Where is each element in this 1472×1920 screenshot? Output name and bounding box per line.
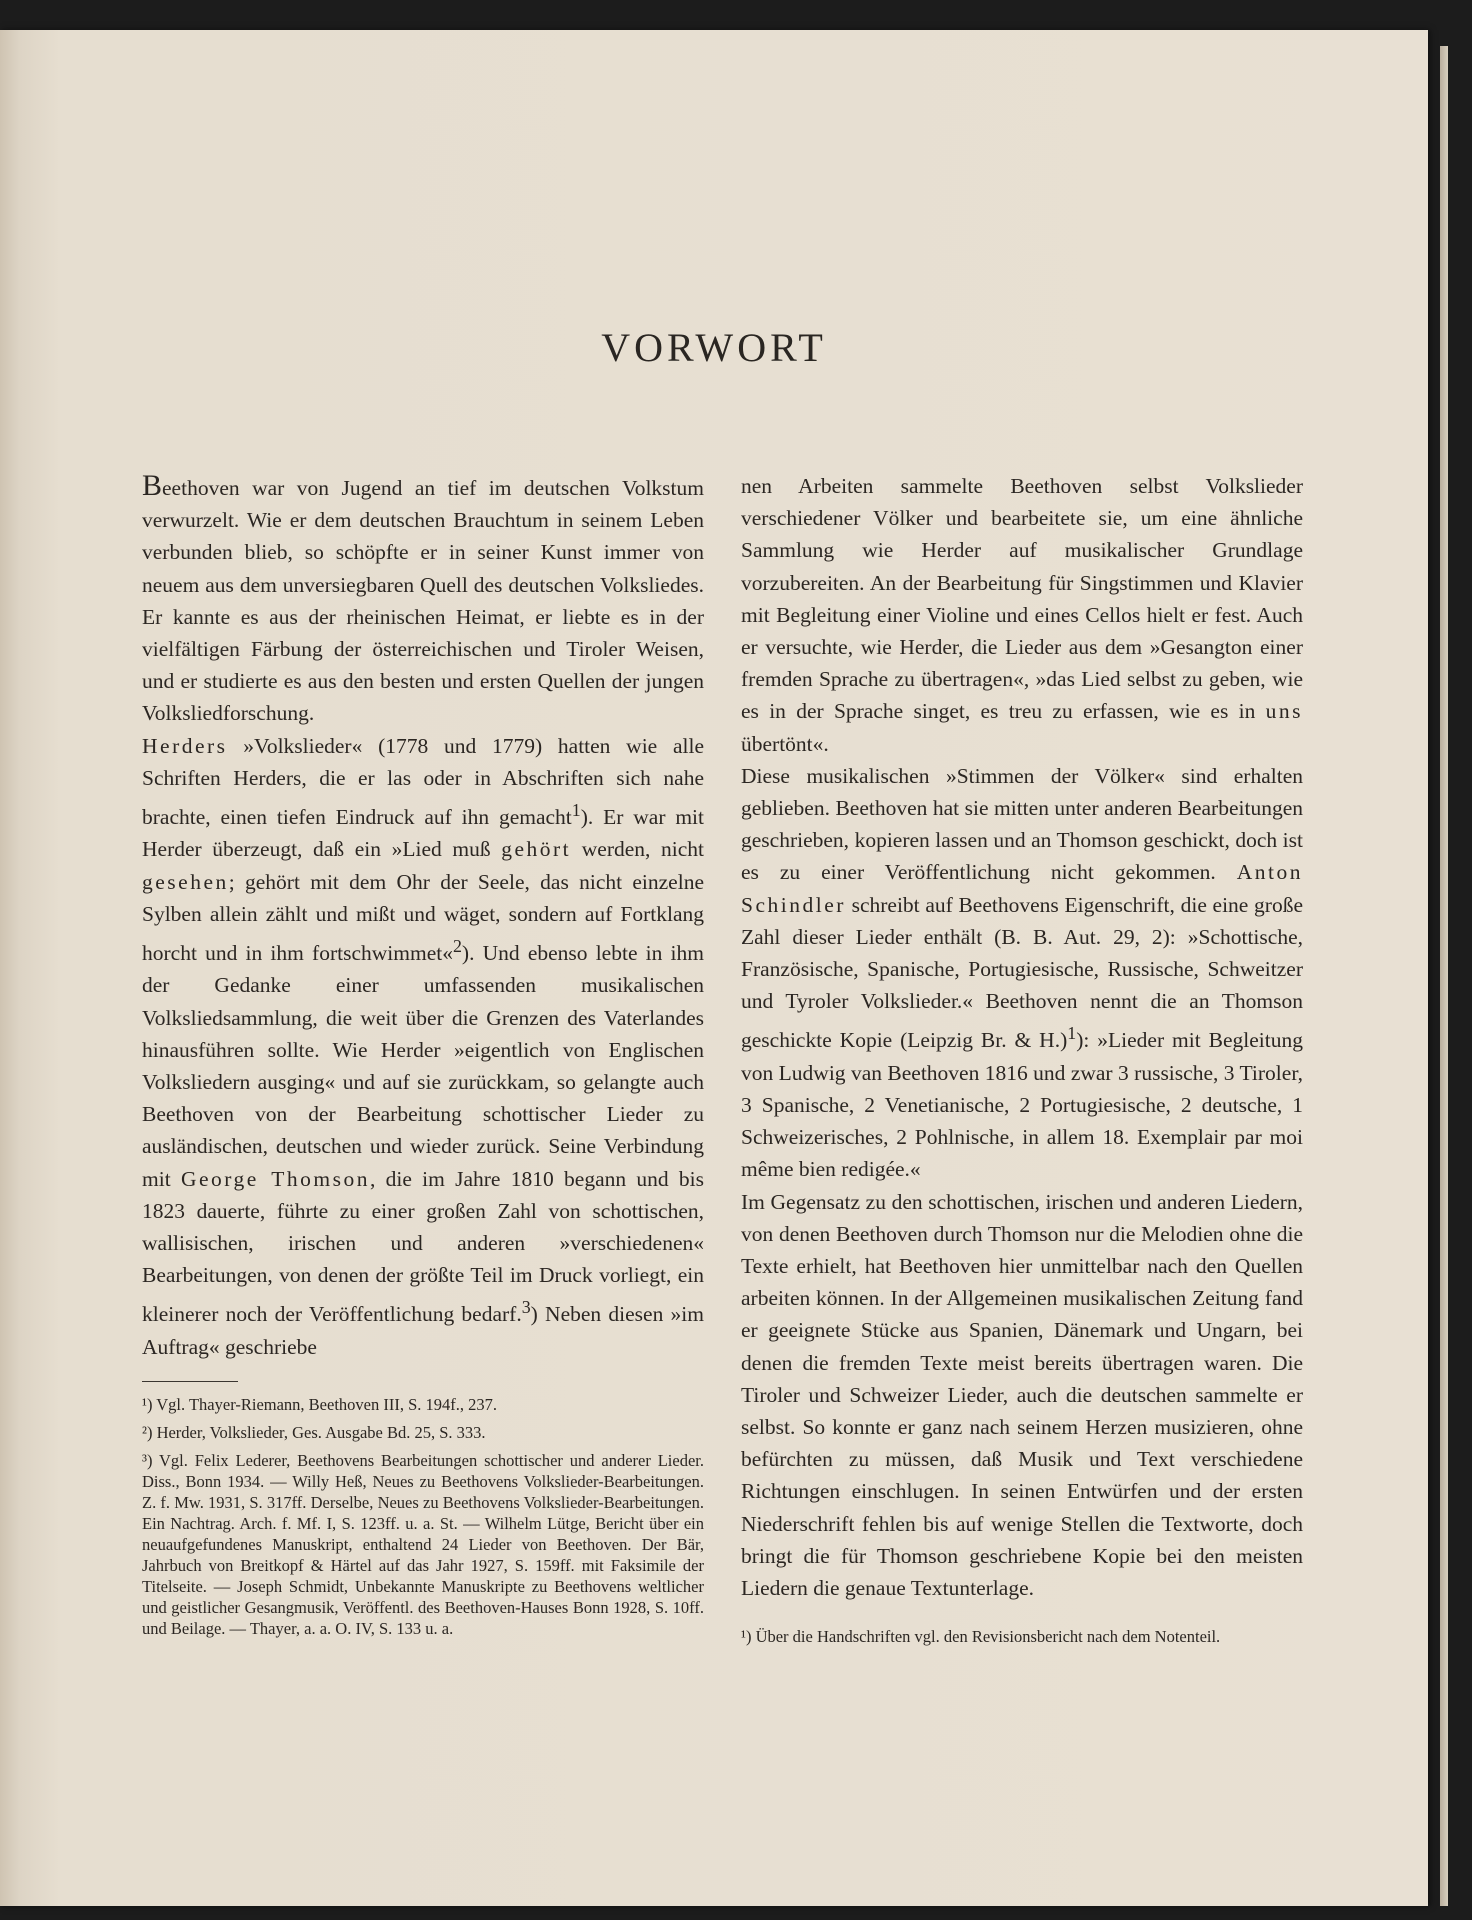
footnote-ref: 2 bbox=[452, 936, 462, 956]
paragraph-3: Im Gegensatz zu den schottischen, irischen und anderen Liedern, von denen Beethoven durch Thomson nur die Melodien ohne die Texte erhielt, hat Beethoven hier unmittelbar nach den Quellen arbeiten können. In der Allgemeinen musikalischen Zeitung fand er geeignete Stücke aus Spanien, Dänemark und Ungarn, bei denen die fremden Texte meist bereits übertragen waren. Die Tiroler und Schweizer Lieder, auch die deutschen sammelte er selbst. So konnte er ganz nach seinem Herzen musizieren, ohne befürchten zu müssen, daß Musik und Text verschiedene Richtungen einschlugen. In seinen Entwürfen und der ersten Niederschrift fehlen bis auf wenige Stellen die Textworte, doch bringt die für Thomson geschriebene Kopie bei den meisten Liedern die genaue Textunterlage. bbox=[741, 1189, 1303, 1601]
footnote-rule bbox=[142, 1381, 238, 1382]
footnote: ³) Vgl. Felix Lederer, Beethovens Bearbeitungen schottischer und anderer Lieder. Diss., Bonn 1934. — Willy Heß, Neues zu Beethovens Volkslieder-Bearbeitungen. Z. f. Mw. 1931, S. 317ff. Derselbe, Neues zu Beethovens Volkslieder-Bearbeitungen. Ein Nachtrag. Arch. f. Mf. I, S. 123ff. u. a. St. — Wilhelm Lütge, Bericht über ein neuaufgefundenes Manuskript, enthaltend 24 Lieder von Beethoven. Der Bär, Jahrbuch von Breitkopf & Härtel auf das Jahr 1927, S. 159ff. mit Faksimile der Titelseite. — Joseph Schmidt, Unbekannte Manuskripte zu Beethovens weltlicher und geistlicher Gesangmusik, Veröffentl. des Beethoven-Hauses Bonn 1928, S. 10ff. und Beilage. — Thayer, a. a. O. IV, S. 133 u. a. bbox=[142, 1450, 704, 1638]
right-column bbox=[741, 470, 1303, 1647]
footnote-ref: 3 bbox=[521, 1297, 531, 1318]
footnote-ref: 1 bbox=[1067, 1023, 1077, 1044]
emphasis-uns: uns bbox=[1265, 699, 1303, 724]
footnote-gap bbox=[741, 1604, 1303, 1626]
footnotes-right bbox=[741, 1626, 1303, 1647]
name-george-thomson: George Thomson bbox=[180, 1166, 370, 1191]
footnotes-left bbox=[142, 1394, 704, 1639]
book-page bbox=[0, 30, 1428, 1906]
emphasis-gehoert: gehört bbox=[501, 837, 572, 862]
paragraph-2: Diese musikalischen »Stimmen der Völker« sind erhalten geblieben. Beethoven hat sie mitten unter anderen Bearbeitungen geschrieben, kopieren lassen und an Thomson geschickt, doch ist es zu einer Veröffentlichung nicht gekommen. Anton Schindler schreibt auf Beethovens Eigenschrift, die eine große Zahl dieser Lieder enthält (B. B. Aut. 29, 2): »Schottische, Französische, Spanische, Portugiesische, Russische, Schweitzer und Tyroler Volkslieder.« Beethoven nennt die an Thomson geschickte Kopie (Leipzig Br. & H.)$^1$): »Lieder mit Begleitung von Ludwig van Beethoven 1816 und zwar 3 russische, 3 Tiroler, 3 Spanische, 2 Venetianische, 2 Portugiesische, 2 deutsche, 1 Schweizerisches, 2 Pohlnische, in allem 18. Exemplair par moi même bien redigée.« bbox=[741, 763, 1303, 1182]
name-anton-schindler: Anton Schindler bbox=[741, 860, 1303, 917]
paragraph-1: nen Arbeiten sammelte Beethoven selbst Volkslieder verschiedener Völker und bearbeitete sie, um eine ähnliche Sammlung wie Herder auf musikalischer Grundlage vorzubereiten. An der Bearbeitung für Singstimmen und Klavier mit Begleitung einer Violine und eines Cellos hielt er fest. Auch er versuchte, wie Herder, die Lieder aus dem »Gesangton einer fremden Sprache zu übertragen«, »das Lied selbst zu geben, wie es in der Sprache singet, es treu zu erfassen, wie es in uns übertönt«. bbox=[741, 474, 1303, 756]
page-title: VORWORT bbox=[601, 325, 827, 370]
footnote: ¹) Über die Handschriften vgl. den Revisionsbericht nach dem Notenteil. bbox=[741, 1627, 1221, 1647]
initial-letter: B bbox=[142, 469, 163, 502]
emphasis-gesehen: gesehen bbox=[142, 869, 229, 894]
name-herders: Herders bbox=[142, 733, 228, 758]
paragraph-1: Beethoven war von Jugend an tief im deutschen Volkstum verwurzelt. Wie er dem deutschen Brauchtum in seinem Leben verbunden blieb, so schöpfte er in seiner Kunst immer von neuem aus dem unversiegbaren Quell des deutschen Volksliedes. Er kannte es aus der rheinischen Heimat, er liebte es in der vielfältigen Färbung der österreichischen und Tiroler Weisen, und er studierte es aus den besten und ersten Quellen der jungen Volksliedforschung. bbox=[142, 469, 704, 726]
footnote-ref: 1 bbox=[571, 800, 581, 821]
footnote: ²) Herder, Volkslieder, Ges. Ausgabe Bd. 25, S. 333. bbox=[142, 1422, 486, 1442]
left-column bbox=[142, 470, 704, 1639]
footnote: ¹) Vgl. Thayer-Riemann, Beethoven III, S. 194f., 237. bbox=[142, 1394, 498, 1414]
paragraph-2: Herders »Volkslieder« (1778 und 1779) hatten wie alle Schriften Herders, die er las oder in Abschriften sich nahe brachte, einen tiefen Eindruck auf ihn gemacht$^1$). Er war mit Herder überzeugt, daß ein »Lied muß gehört werden, nicht gesehen; gehört mit dem Ohr der Seele, das nicht einzelne Sylben allein zählt und mißt und wäget, sondern auf Fortklang horcht und in ihm fortschwimmet«$^2$). Und ebenso lebte in ihm der Gedanke einer umfassenden musikalischen Volksliedsammlung, die weit über die Grenzen des Vaterlandes hinausführen sollte. Wie Herder »eigentlich von Englischen Volksliedern ausging« und auf sie zurückkam, so gelangte auch Beethoven von der Bearbeitung schottischer Lieder zu ausländischen, deutschen und wieder zurück. Seine Verbindung mit George Thomson, die im Jahre 1810 begann und bis 1823 dauerte, führte zu einer großen Zahl von schottischen, wallisischen, irischen und anderen »verschiedenen« Bearbeitungen, von denen der größte Teil im Druck vorliegt, ein kleinerer noch der Veröffentlichung bedarf.$^3$) Neben diesen »im Auftrag« geschriebe bbox=[142, 733, 705, 1359]
page-edge bbox=[1440, 46, 1448, 1906]
